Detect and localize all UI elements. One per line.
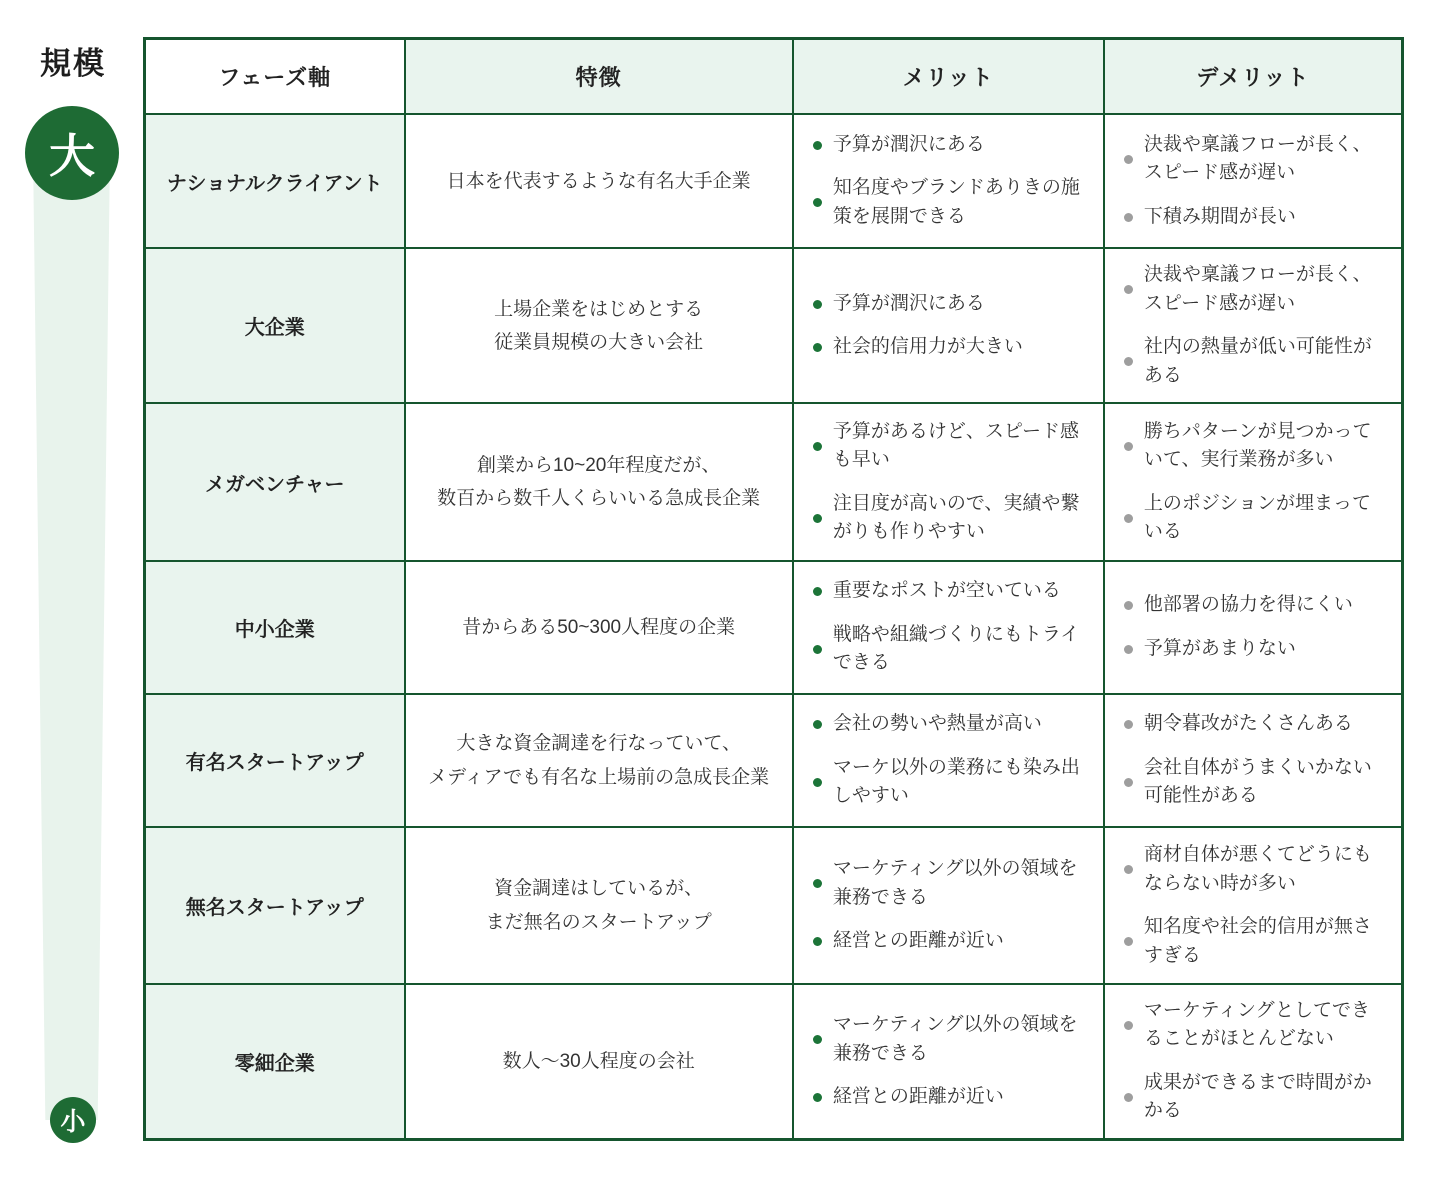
merit-item: [813, 710, 1083, 739]
demerit-item: [1124, 418, 1381, 475]
feature-cell: [406, 404, 792, 560]
demerit-bullet-icon: [1124, 645, 1133, 654]
demerit-item: [1124, 261, 1381, 318]
demerit-item: [1124, 754, 1381, 811]
demerit-text: 商材自体が悪くてどうにもならない時が多い: [1143, 844, 1372, 894]
merit-text: 社会的信用力が大きい: [832, 336, 1023, 358]
merits-cell: [794, 562, 1103, 693]
demerit-item: [1124, 203, 1381, 232]
merit-bullet-icon: [813, 514, 822, 523]
merit-bullet-icon: [813, 720, 822, 729]
merit-item: [813, 577, 1083, 606]
merit-bullet-icon: [813, 442, 822, 451]
merit-bullet-icon: [813, 300, 822, 309]
demerit-item: [1124, 1069, 1381, 1126]
merit-text: 予算が潤沢にある: [832, 133, 985, 155]
merits-cell: [794, 249, 1103, 402]
merit-bullet-icon: [813, 778, 822, 787]
merit-bullet-icon: [813, 141, 822, 150]
demerit-text: 成果ができるまで時間がかかる: [1143, 1071, 1372, 1122]
feature-text: 上場企業をはじめとする 従業員規模の大きい会社: [494, 298, 704, 353]
merit-item: [813, 490, 1083, 547]
demerit-bullet-icon: [1124, 601, 1133, 610]
merit-item: [813, 174, 1083, 231]
phase-cell: 有名スタートアップ: [146, 695, 404, 826]
merit-item: [813, 333, 1083, 362]
merit-item: [813, 418, 1083, 475]
merits-cell: [794, 985, 1103, 1138]
demerits-cell: [1105, 404, 1401, 560]
demerit-bullet-icon: [1124, 778, 1133, 787]
demerit-bullet-icon: [1124, 1021, 1133, 1030]
merit-bullet-icon: [813, 1093, 822, 1102]
demerit-bullet-icon: [1124, 720, 1133, 729]
demerit-text: 他部署の協力を得にくい: [1143, 594, 1353, 616]
feature-text: 日本を代表するような有名大手企業: [446, 170, 751, 192]
header-cell-demerit: デメリット: [1105, 40, 1401, 113]
merit-bullet-icon: [813, 198, 822, 207]
merit-item: [813, 1011, 1083, 1068]
demerit-item: [1124, 490, 1381, 547]
demerit-bullet-icon: [1124, 155, 1133, 164]
merits-cell: [794, 828, 1103, 983]
demerits-cell: [1105, 828, 1401, 983]
demerit-item: [1124, 333, 1381, 390]
demerit-text: 上のポジションが埋まっている: [1143, 492, 1371, 543]
demerit-bullet-icon: [1124, 442, 1133, 451]
merit-text: 知名度やブランドありきの施策を展開できる: [832, 177, 1080, 227]
demerit-bullet-icon: [1124, 213, 1133, 222]
merit-text: マーケティング以外の領域を兼務できる: [832, 1014, 1078, 1064]
merit-text: 経営との距離が近い: [832, 1086, 1004, 1108]
feature-text: 創業から10~20年程度だが、 数百から数千人くらいいる急成長企業: [437, 454, 761, 510]
merit-bullet-icon: [813, 937, 822, 946]
demerit-item: [1124, 841, 1381, 898]
feature-cell: [406, 985, 792, 1138]
merits-cell: [794, 404, 1103, 560]
demerit-text: 朝令暮改がたくさんある: [1143, 713, 1353, 735]
demerit-text: 会社自体がうまくいかない可能性がある: [1143, 756, 1372, 807]
feature-cell: [406, 249, 792, 402]
demerit-bullet-icon: [1124, 865, 1133, 874]
merit-text: マーケ以外の業務にも染み出しやすい: [832, 756, 1080, 807]
demerits-cell: [1105, 115, 1401, 247]
scale-gradient-bar: [33, 152, 110, 1120]
merit-bullet-icon: [813, 343, 822, 352]
merit-item: [813, 621, 1083, 678]
merit-item: [813, 290, 1083, 319]
feature-text: 大きな資金調達を行なっていて、 メディアでも有名な上場前の急成長企業: [428, 733, 770, 788]
merits-cell: [794, 695, 1103, 826]
merit-text: 予算が潤沢にある: [832, 292, 985, 314]
merit-text: 注目度が高いので、実績や繋がりも作りやすい: [832, 492, 1080, 543]
merit-text: マーケティング以外の領域を兼務できる: [832, 858, 1078, 908]
feature-cell: [406, 695, 792, 826]
demerit-text: 下積み期間が長い: [1143, 205, 1296, 227]
phase-cell: 零細企業: [146, 985, 404, 1138]
demerits-cell: [1105, 985, 1401, 1138]
merit-text: 経営との距離が近い: [832, 930, 1004, 952]
phase-cell: 大企業: [146, 249, 404, 402]
merit-item: [813, 754, 1083, 811]
phase-cell: ナショナルクライアント: [146, 115, 404, 247]
merit-item: [813, 1083, 1083, 1112]
merit-item: [813, 927, 1083, 956]
merit-bullet-icon: [813, 645, 822, 654]
demerit-text: 知名度や社会的信用が無さすぎる: [1143, 916, 1372, 966]
feature-text: 資金調達はしているが、 まだ無名のスタートアップ: [485, 878, 712, 933]
demerit-item: [1124, 913, 1381, 970]
merit-bullet-icon: [813, 1035, 822, 1044]
merit-bullet-icon: [813, 879, 822, 888]
demerit-bullet-icon: [1124, 357, 1133, 366]
demerit-bullet-icon: [1124, 1093, 1133, 1102]
demerit-item: [1124, 997, 1381, 1054]
demerit-bullet-icon: [1124, 937, 1133, 946]
feature-cell: [406, 828, 792, 983]
demerit-text: 決裁や稟議フローが長く、スピード感が遅い: [1143, 264, 1372, 314]
demerit-text: 予算があまりない: [1143, 637, 1296, 659]
demerits-cell: [1105, 562, 1401, 693]
feature-cell: [406, 562, 792, 693]
scale-large-badge: 大: [25, 106, 119, 200]
demerits-cell: [1105, 695, 1401, 826]
demerit-text: 社内の熱量が低い可能性がある: [1143, 336, 1372, 386]
feature-text: 昔からある50~300人程度の企業: [462, 616, 736, 638]
demerit-text: マーケティングとしてできることがほとんどない: [1143, 999, 1370, 1050]
merit-bullet-icon: [813, 587, 822, 596]
header-cell-phase: フェーズ軸: [146, 40, 404, 113]
phase-cell: 中小企業: [146, 562, 404, 693]
demerit-item: [1124, 710, 1381, 739]
merit-text: 戦略や組織づくりにもトライできる: [832, 623, 1080, 674]
demerit-item: [1124, 635, 1381, 664]
feature-text: 数人〜30人程度の会社: [502, 1050, 695, 1072]
demerit-item: [1124, 591, 1381, 620]
header-cell-merit: メリット: [794, 40, 1103, 113]
demerit-text: 勝ちパターンが見つかっていて、実行業務が多い: [1143, 420, 1372, 471]
demerit-bullet-icon: [1124, 514, 1133, 523]
merit-item: [813, 131, 1083, 160]
phase-cell: メガベンチャー: [146, 404, 404, 560]
demerit-bullet-icon: [1124, 285, 1133, 294]
merit-text: 重要なポストが空いている: [832, 580, 1061, 602]
demerit-item: [1124, 131, 1381, 188]
merits-cell: [794, 115, 1103, 247]
demerits-cell: [1105, 249, 1401, 402]
scale-axis-label: 規模: [40, 46, 106, 81]
comparison-table: [143, 37, 1404, 1141]
phase-cell: 無名スタートアップ: [146, 828, 404, 983]
header-cell-feature: 特徴: [406, 40, 792, 113]
merit-text: 予算があるけど、スピード感も早い: [832, 420, 1080, 471]
merit-item: [813, 855, 1083, 912]
scale-small-badge: 小: [50, 1097, 96, 1143]
demerit-text: 決裁や稟議フローが長く、スピード感が遅い: [1143, 133, 1372, 184]
feature-cell: [406, 115, 792, 247]
merit-text: 会社の勢いや熱量が高い: [832, 713, 1042, 735]
